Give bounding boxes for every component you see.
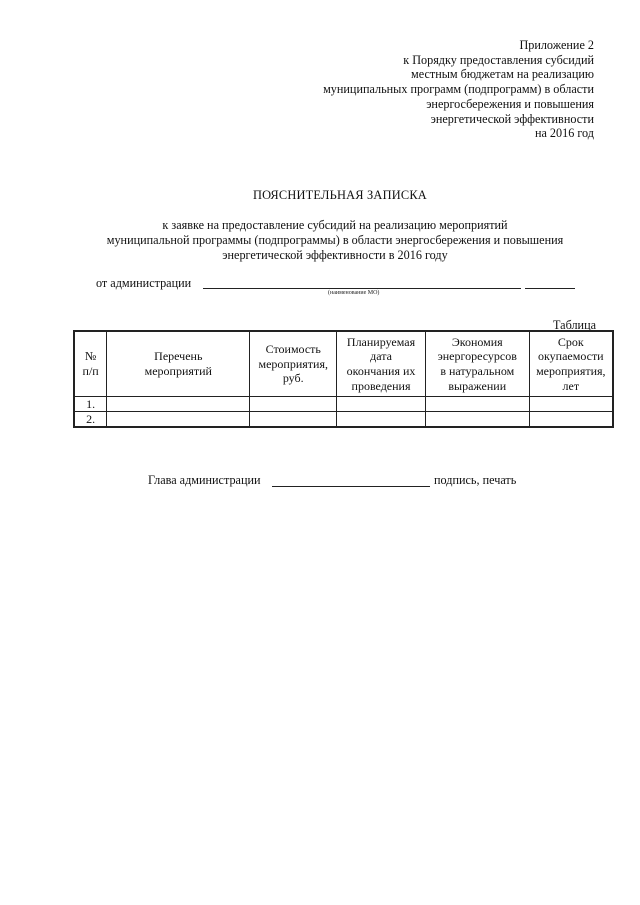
payback-cell[interactable] — [529, 412, 613, 428]
header-line: мероприятия, — [258, 356, 328, 371]
header-line: Экономия — [451, 334, 503, 349]
header-line: лет — [562, 378, 580, 393]
administration-name-field[interactable] — [203, 288, 521, 289]
header-line: Стоимость — [265, 342, 321, 357]
appendix-line: к Порядку предоставления субсидий — [403, 52, 594, 67]
appendix-line: Приложение 2 — [519, 38, 594, 52]
appendix-line: муниципальных программ (подпрограмм) в области — [323, 82, 594, 97]
header-line: окончания их — [346, 364, 416, 378]
header-line: энергоресурсов — [437, 349, 517, 364]
row-number-cell: 1. — [74, 397, 107, 412]
header-line: руб. — [282, 371, 304, 386]
header-savings — [425, 331, 529, 397]
row-number-cell: 2. — [74, 412, 107, 428]
subtitle-line: к заявке на предоставление субсидий на реализацию мероприятий — [162, 218, 508, 232]
measure-cell[interactable] — [107, 397, 250, 412]
document-subtitle — [0, 218, 640, 262]
signature-label: Глава администрации — [148, 473, 261, 487]
signature-suffix: подпись, печать — [434, 473, 517, 487]
appendix-line: на 2016 год — [534, 126, 594, 141]
header-measures — [107, 331, 250, 397]
savings-cell[interactable] — [425, 397, 529, 412]
subtitle-line: муниципальной программы (подпрограммы) в области энергосбережения и повышения — [106, 232, 564, 247]
header-number — [74, 331, 107, 397]
from-label: от администрации — [96, 276, 192, 290]
header-cost — [250, 331, 337, 397]
header-line: окупаемости — [537, 349, 604, 364]
from-field-hint: (наименование МО) — [328, 290, 380, 296]
table-row — [74, 412, 613, 428]
header-line: в натуральном — [440, 364, 515, 378]
header-line: № — [84, 349, 97, 364]
administration-name-field-extension[interactable] — [525, 288, 575, 289]
header-line: мероприятий — [144, 364, 212, 378]
cost-cell[interactable] — [250, 412, 337, 428]
appendix-line: местным бюджетам на реализацию — [411, 67, 594, 82]
header-payback — [529, 331, 613, 397]
header-line: выражении — [448, 378, 507, 393]
header-line: Срок — [557, 334, 584, 349]
subtitle-line: энергетической эффективности в 2016 году — [222, 247, 448, 262]
cost-cell[interactable] — [250, 397, 337, 412]
header-planned-date — [337, 331, 426, 397]
header-line: мероприятия, — [536, 364, 606, 378]
savings-cell[interactable] — [425, 412, 529, 428]
planned-date-cell[interactable] — [337, 412, 426, 428]
table-caption: Таблица — [553, 318, 596, 332]
header-line: дата — [370, 349, 392, 364]
header-line: Планируемая — [346, 334, 416, 349]
header-line: проведения — [351, 378, 411, 393]
appendix-block — [323, 38, 594, 141]
measures-table — [73, 330, 614, 428]
appendix-line: энергосбережения и повышения — [426, 96, 594, 111]
table-row — [74, 397, 613, 412]
table-header-row — [74, 331, 613, 397]
payback-cell[interactable] — [529, 397, 613, 412]
document-title: ПОЯСНИТЕЛЬНАЯ ЗАПИСКА — [253, 188, 427, 202]
signature-field[interactable] — [272, 486, 430, 487]
header-line: Перечень — [154, 349, 203, 364]
header-line: п/п — [82, 364, 99, 378]
measure-cell[interactable] — [107, 412, 250, 428]
planned-date-cell[interactable] — [337, 397, 426, 412]
appendix-line: энергетической эффективности — [430, 111, 594, 126]
